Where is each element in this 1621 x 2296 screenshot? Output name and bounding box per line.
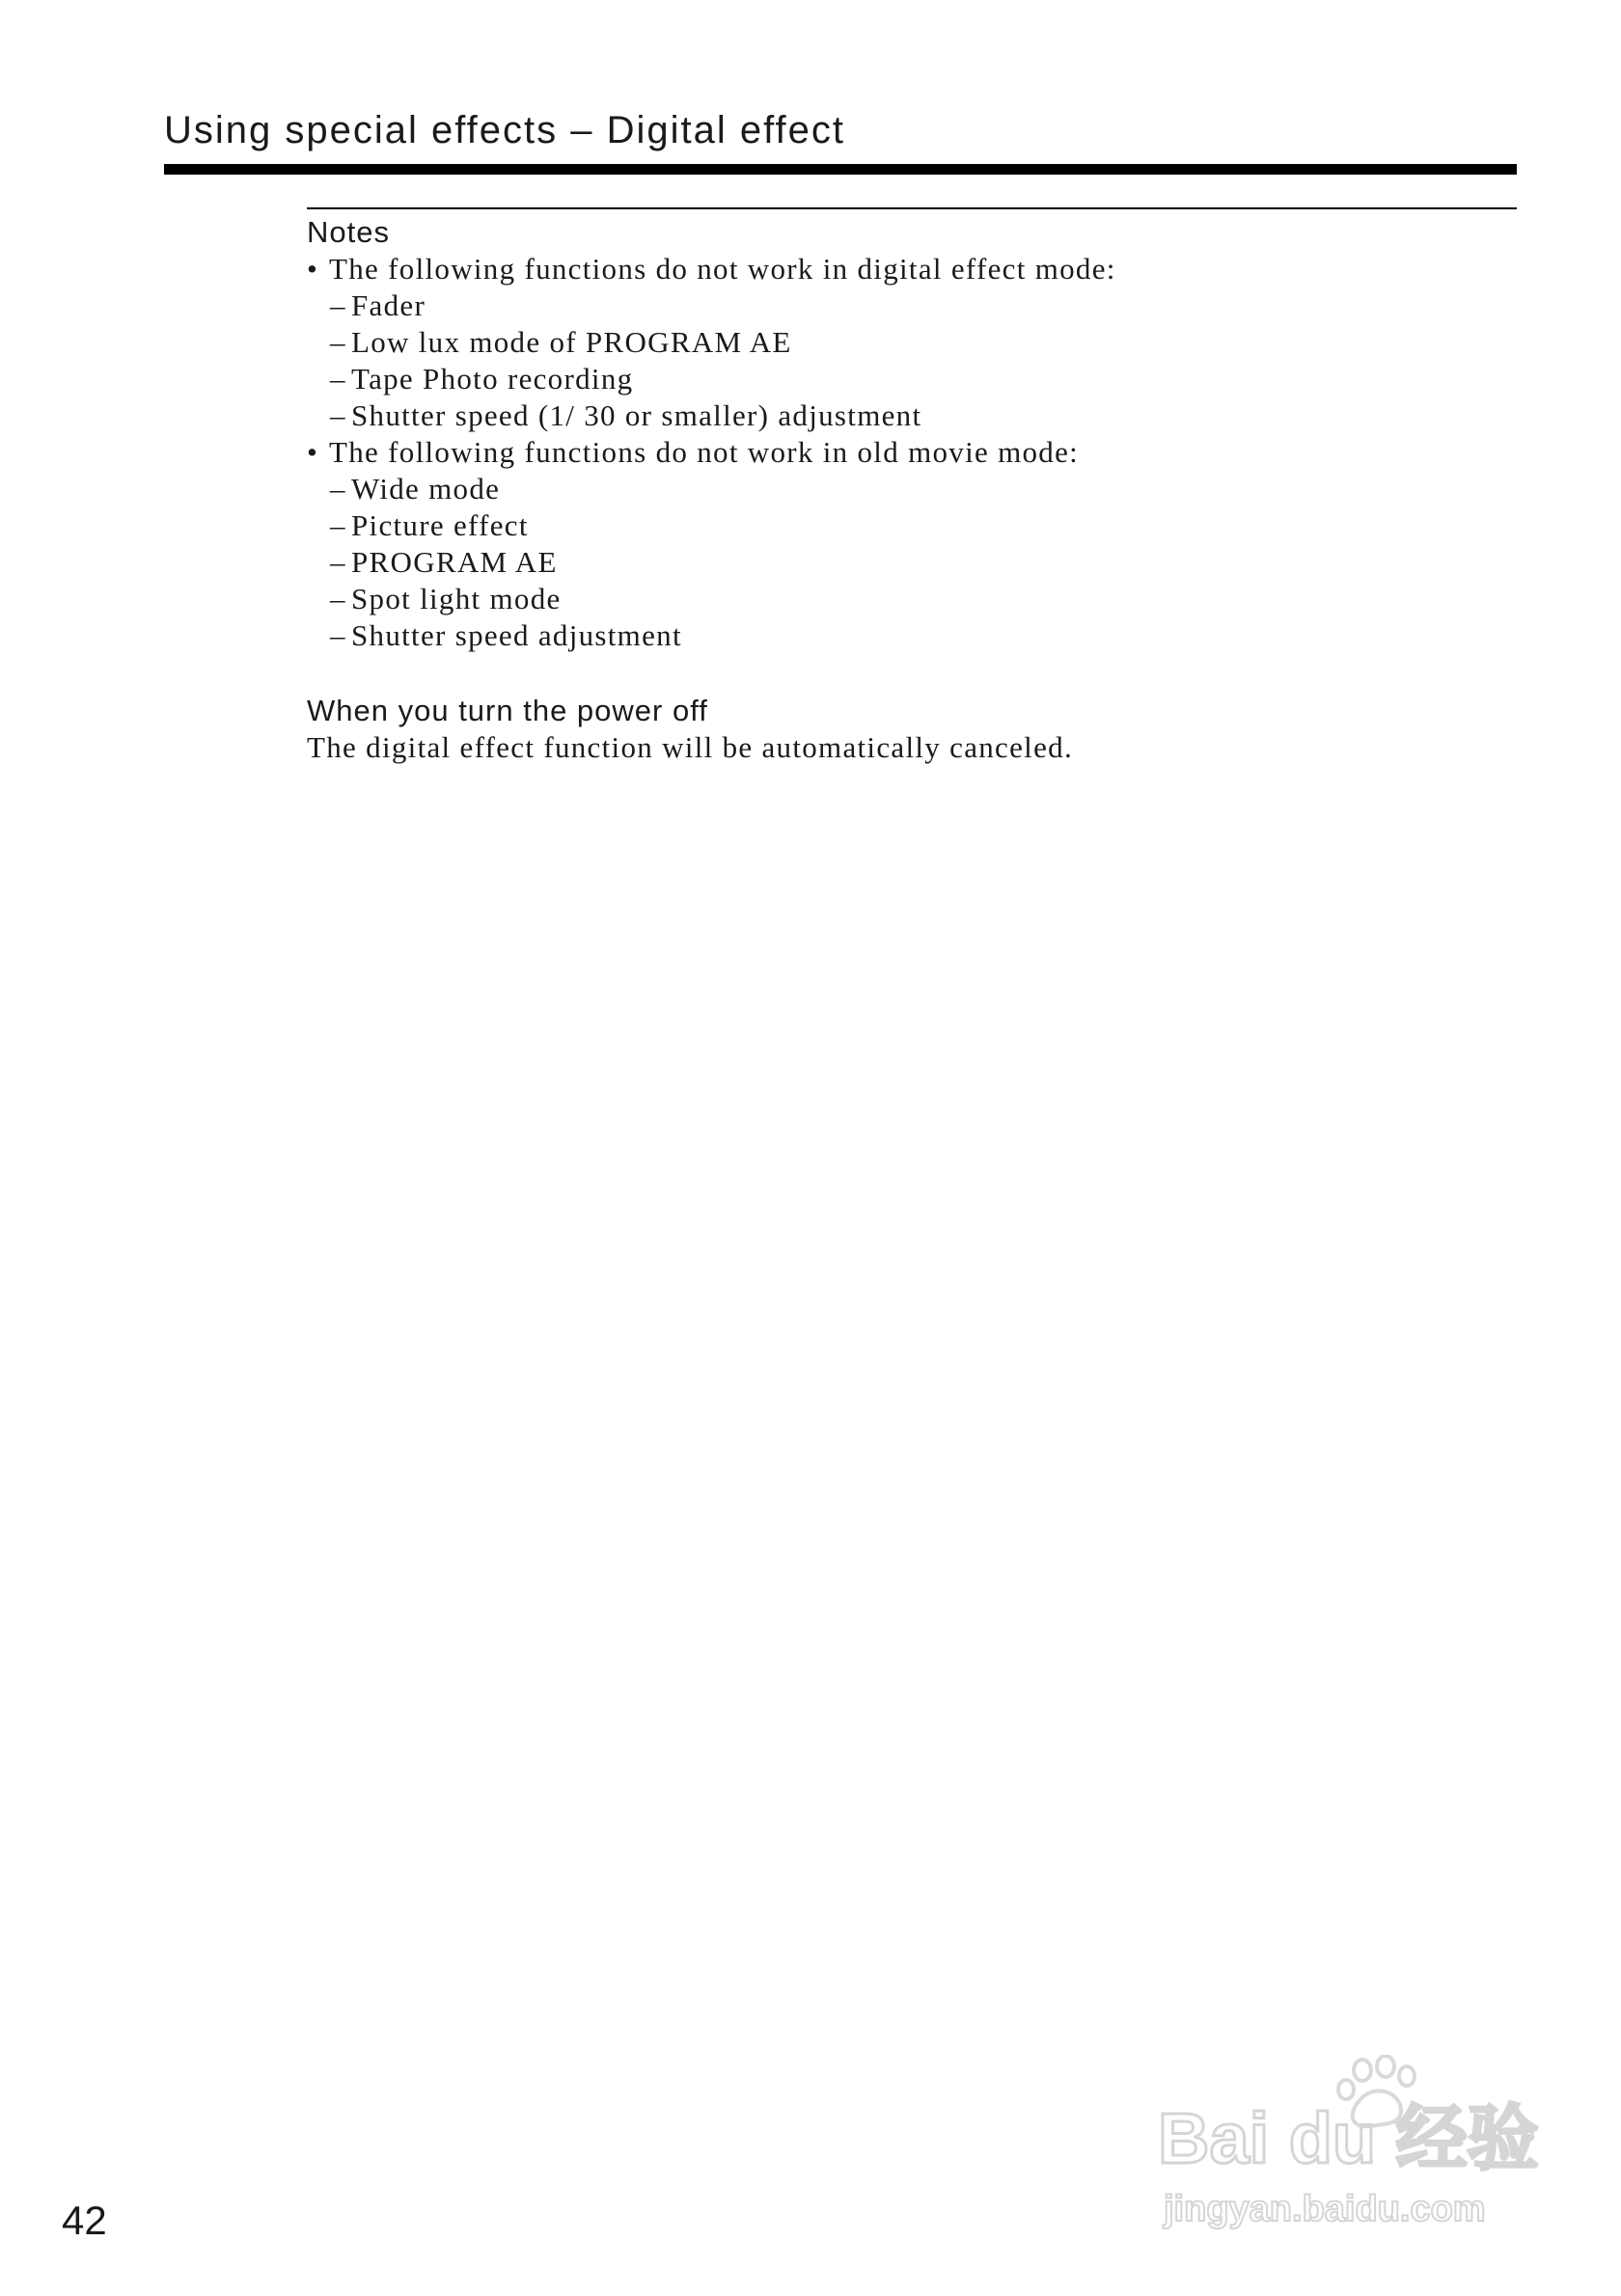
dash-mark: – — [330, 618, 346, 652]
note-subitem — [307, 361, 1513, 397]
notes-heading: Notes — [307, 215, 390, 249]
note-subitem — [307, 397, 1513, 434]
note-text: The following functions do not work in digital effect mode: — [329, 252, 1116, 286]
dash-mark: – — [330, 362, 346, 396]
power-off-heading: When you turn the power off — [307, 694, 708, 727]
note-text: Spot light mode — [351, 582, 562, 615]
baidu-watermark — [1148, 2055, 1544, 2238]
note-subitem — [307, 581, 1513, 617]
dash-mark: – — [330, 582, 346, 615]
notes-list — [307, 251, 1513, 654]
note-text: Shutter speed (1/ 30 or smaller) adjustment — [351, 398, 922, 432]
bullet-mark: • — [307, 435, 319, 469]
note-subitem — [307, 287, 1513, 324]
note-subitem — [307, 544, 1513, 581]
watermark-brand: Bai du 经验 — [1158, 2098, 1539, 2178]
dash-mark: – — [330, 545, 346, 579]
note-text: The following functions do not work in old movie mode: — [329, 435, 1080, 469]
note-text: Picture effect — [351, 508, 529, 542]
dash-mark: – — [330, 472, 346, 506]
power-off-text: The digital effect function will be automatically canceled. — [307, 730, 1073, 764]
note-text: Wide mode — [351, 472, 501, 506]
dash-mark: – — [330, 508, 346, 542]
note-subitem — [307, 324, 1513, 361]
note-bullet — [307, 251, 1513, 287]
title-rule — [164, 164, 1517, 175]
bullet-mark: • — [307, 252, 319, 286]
note-text: Tape Photo recording — [351, 362, 634, 396]
watermark-url: jingyan.baidu.com — [1164, 2189, 1486, 2229]
note-text: Low lux mode of PROGRAM AE — [351, 325, 792, 359]
section-rule — [307, 207, 1517, 209]
note-bullet — [307, 434, 1513, 471]
dash-mark: – — [330, 288, 346, 322]
power-off-section — [307, 693, 1513, 766]
page-number: 42 — [62, 2198, 107, 2243]
note-text: Shutter speed adjustment — [351, 618, 682, 652]
notes-section — [307, 214, 1513, 654]
page-title: Using special effects – Digital effect — [164, 109, 845, 151]
note-subitem — [307, 507, 1513, 544]
note-text: PROGRAM AE — [351, 545, 558, 579]
dash-mark: – — [330, 325, 346, 359]
note-subitem — [307, 617, 1513, 654]
dash-mark: – — [330, 398, 346, 432]
note-subitem — [307, 471, 1513, 507]
note-text: Fader — [351, 288, 426, 322]
